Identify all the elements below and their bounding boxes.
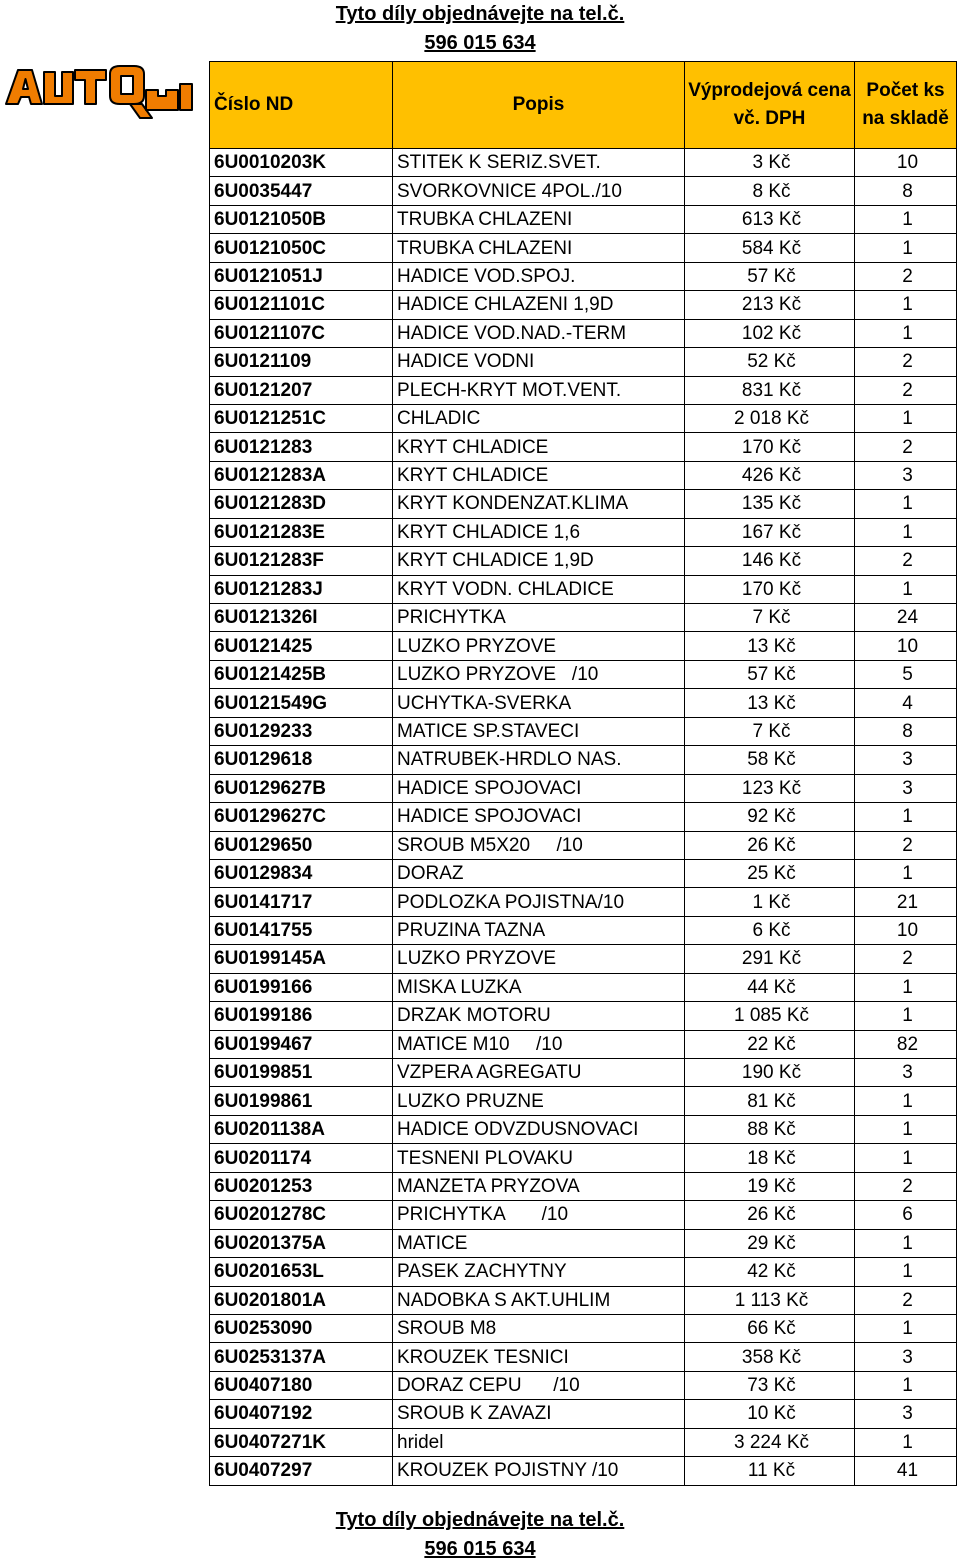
part-number-cell: 6U0201253 — [210, 1172, 393, 1200]
part-number-cell: 6U0199166 — [210, 973, 393, 1001]
table-row — [210, 1115, 957, 1143]
description-cell: HADICE SPOJOVACI — [393, 774, 685, 802]
stock-cell: 1 — [855, 859, 957, 887]
part-number-cell: 6U0121207 — [210, 376, 393, 404]
part-number-cell: 6U0407297 — [210, 1457, 393, 1485]
stock-cell: 2 — [855, 547, 957, 575]
description-cell: MATICE M10 /10 — [393, 1030, 685, 1058]
stock-cell: 1 — [855, 575, 957, 603]
price-cell: 146 Kč — [685, 547, 855, 575]
table-row — [210, 234, 957, 262]
order-note-bottom-line1: Tyto díly objednávejte na tel.č. — [335, 1509, 625, 1531]
description-cell: KRYT CHLADICE — [393, 461, 685, 489]
table-row — [210, 1229, 957, 1257]
price-cell: 13 Kč — [685, 632, 855, 660]
price-cell: 167 Kč — [685, 518, 855, 546]
price-cell: 291 Kč — [685, 945, 855, 973]
part-number-cell: 6U0121107C — [210, 319, 393, 347]
description-cell: SROUB K ZAVAZI — [393, 1400, 685, 1428]
description-cell: NADOBKA S AKT.UHLIM — [393, 1286, 685, 1314]
table-row — [210, 1400, 957, 1428]
stock-cell: 2 — [855, 831, 957, 859]
price-cell: 73 Kč — [685, 1371, 855, 1399]
part-number-cell: 6U0121051J — [210, 262, 393, 290]
description-cell: PRICHYTKA /10 — [393, 1201, 685, 1229]
part-number-cell: 6U0129834 — [210, 859, 393, 887]
part-number-cell: 6U0121283E — [210, 518, 393, 546]
description-cell: SROUB M5X20 /10 — [393, 831, 685, 859]
table-row — [210, 1343, 957, 1371]
table-row — [210, 1314, 957, 1342]
table-row — [210, 1087, 957, 1115]
description-cell: VZPERA AGREGATU — [393, 1059, 685, 1087]
stock-cell: 1 — [855, 973, 957, 1001]
table-row — [210, 945, 957, 973]
table-row — [210, 1371, 957, 1399]
part-number-cell: 6U0253090 — [210, 1314, 393, 1342]
table-row — [210, 547, 957, 575]
description-cell: DRZAK MOTORU — [393, 1002, 685, 1030]
order-note-top-line1: Tyto díly objednávejte na tel.č. — [335, 3, 625, 25]
price-cell: 44 Kč — [685, 973, 855, 1001]
part-number-cell: 6U0121425 — [210, 632, 393, 660]
price-cell: 22 Kč — [685, 1030, 855, 1058]
table-row — [210, 1059, 957, 1087]
description-cell: HADICE SPOJOVACI — [393, 803, 685, 831]
price-cell: 26 Kč — [685, 831, 855, 859]
description-cell: LUZKO PRUZNE — [393, 1087, 685, 1115]
stock-cell: 1 — [855, 1002, 957, 1030]
part-number-cell: 6U0407180 — [210, 1371, 393, 1399]
stock-cell: 1 — [855, 1371, 957, 1399]
part-number-cell: 6U0121549G — [210, 689, 393, 717]
table-row — [210, 916, 957, 944]
column-header-code: Číslo ND — [210, 62, 393, 149]
table-row — [210, 831, 957, 859]
part-number-cell: 6U0121283J — [210, 575, 393, 603]
table-row — [210, 262, 957, 290]
description-cell: LUZKO PRYZOVE — [393, 632, 685, 660]
part-number-cell: 6U0121251C — [210, 404, 393, 432]
part-number-cell: 6U0199851 — [210, 1059, 393, 1087]
stock-cell: 3 — [855, 1343, 957, 1371]
table-row — [210, 490, 957, 518]
stock-cell: 1 — [855, 1314, 957, 1342]
part-number-cell: 6U0141717 — [210, 888, 393, 916]
stock-cell: 1 — [855, 803, 957, 831]
description-cell: KRYT CHLADICE — [393, 433, 685, 461]
price-header-line1: Výprodejová cena — [688, 80, 851, 101]
part-number-cell: 6U0201138A — [210, 1115, 393, 1143]
stock-cell: 1 — [855, 1087, 957, 1115]
part-number-cell: 6U0407271K — [210, 1428, 393, 1456]
price-cell: 8 Kč — [685, 177, 855, 205]
table-row — [210, 1002, 957, 1030]
description-cell: NATRUBEK-HRDLO NAS. — [393, 746, 685, 774]
table-row — [210, 1428, 957, 1456]
stock-cell: 8 — [855, 717, 957, 745]
price-cell: 26 Kč — [685, 1201, 855, 1229]
table-row — [210, 604, 957, 632]
column-header-description: Popis — [393, 62, 685, 149]
price-cell: 213 Kč — [685, 291, 855, 319]
price-cell: 25 Kč — [685, 859, 855, 887]
description-cell: SVORKOVNICE 4POL./10 — [393, 177, 685, 205]
stock-cell: 2 — [855, 1286, 957, 1314]
table-row — [210, 1201, 957, 1229]
description-cell: PODLOZKA POJISTNA/10 — [393, 888, 685, 916]
table-row — [210, 177, 957, 205]
part-number-cell: 6U0121425B — [210, 660, 393, 688]
part-number-cell: 6U0201653L — [210, 1258, 393, 1286]
stock-cell: 3 — [855, 774, 957, 802]
autokukli-logo — [2, 60, 198, 120]
part-number-cell: 6U0129627C — [210, 803, 393, 831]
part-number-cell: 6U0121283 — [210, 433, 393, 461]
price-cell: 613 Kč — [685, 205, 855, 233]
part-number-cell: 6U0010203K — [210, 149, 393, 177]
price-cell: 19 Kč — [685, 1172, 855, 1200]
stock-cell: 1 — [855, 404, 957, 432]
stock-cell: 2 — [855, 1172, 957, 1200]
table-row — [210, 1258, 957, 1286]
description-cell: PASEK ZACHYTNY — [393, 1258, 685, 1286]
table-row — [210, 689, 957, 717]
stock-cell: 1 — [855, 490, 957, 518]
part-number-cell: 6U0201174 — [210, 1144, 393, 1172]
stock-cell: 1 — [855, 205, 957, 233]
part-number-cell: 6U0199186 — [210, 1002, 393, 1030]
part-number-cell: 6U0201278C — [210, 1201, 393, 1229]
part-number-cell: 6U0121101C — [210, 291, 393, 319]
part-number-cell: 6U0121109 — [210, 348, 393, 376]
table-row — [210, 859, 957, 887]
part-number-cell: 6U0121326I — [210, 604, 393, 632]
description-cell: DORAZ — [393, 859, 685, 887]
table-row — [210, 1286, 957, 1314]
price-cell: 57 Kč — [685, 660, 855, 688]
part-number-cell: 6U0129618 — [210, 746, 393, 774]
stock-header-line1: Počet ks — [866, 80, 945, 101]
table-row — [210, 291, 957, 319]
description-cell: HADICE VOD.SPOJ. — [393, 262, 685, 290]
description-cell: MISKA LUZKA — [393, 973, 685, 1001]
part-number-cell: 6U0201375A — [210, 1229, 393, 1257]
table-row — [210, 888, 957, 916]
description-cell: MATICE — [393, 1229, 685, 1257]
description-cell: UCHYTKA-SVERKA — [393, 689, 685, 717]
price-cell: 92 Kč — [685, 803, 855, 831]
description-cell: KRYT KONDENZAT.KLIMA — [393, 490, 685, 518]
price-cell: 52 Kč — [685, 348, 855, 376]
price-cell: 102 Kč — [685, 319, 855, 347]
description-cell: KRYT VODN. CHLADICE — [393, 575, 685, 603]
description-cell: DORAZ CEPU /10 — [393, 1371, 685, 1399]
stock-cell: 1 — [855, 1144, 957, 1172]
stock-cell: 3 — [855, 461, 957, 489]
stock-cell: 2 — [855, 433, 957, 461]
description-cell: MATICE SP.STAVECI — [393, 717, 685, 745]
part-number-cell: 6U0121283A — [210, 461, 393, 489]
stock-cell: 82 — [855, 1030, 957, 1058]
stock-cell: 10 — [855, 916, 957, 944]
price-cell: 135 Kč — [685, 490, 855, 518]
price-cell: 7 Kč — [685, 717, 855, 745]
table-row — [210, 149, 957, 177]
description-cell: MANZETA PRYZOVA — [393, 1172, 685, 1200]
table-row — [210, 632, 957, 660]
stock-cell: 2 — [855, 262, 957, 290]
price-cell: 42 Kč — [685, 1258, 855, 1286]
description-cell: HADICE VODNI — [393, 348, 685, 376]
price-cell: 88 Kč — [685, 1115, 855, 1143]
table-row — [210, 518, 957, 546]
price-cell: 426 Kč — [685, 461, 855, 489]
description-cell: TRUBKA CHLAZENI — [393, 234, 685, 262]
parts-table-body — [210, 149, 957, 1486]
table-row — [210, 973, 957, 1001]
price-cell: 6 Kč — [685, 916, 855, 944]
part-number-cell: 6U0121283D — [210, 490, 393, 518]
table-row — [210, 404, 957, 432]
price-cell: 81 Kč — [685, 1087, 855, 1115]
price-cell: 1 Kč — [685, 888, 855, 916]
stock-cell: 24 — [855, 604, 957, 632]
part-number-cell: 6U0129627B — [210, 774, 393, 802]
table-row — [210, 376, 957, 404]
stock-cell: 10 — [855, 149, 957, 177]
stock-cell: 1 — [855, 1115, 957, 1143]
stock-cell: 1 — [855, 518, 957, 546]
description-cell: LUZKO PRYZOVE — [393, 945, 685, 973]
table-row — [210, 774, 957, 802]
stock-cell: 2 — [855, 376, 957, 404]
price-cell: 190 Kč — [685, 1059, 855, 1087]
part-number-cell: 6U0199145A — [210, 945, 393, 973]
description-cell: KROUZEK TESNICI — [393, 1343, 685, 1371]
description-cell: SROUB M8 — [393, 1314, 685, 1342]
price-cell: 1 113 Kč — [685, 1286, 855, 1314]
table-row — [210, 433, 957, 461]
stock-cell: 8 — [855, 177, 957, 205]
stock-cell: 2 — [855, 348, 957, 376]
stock-cell: 1 — [855, 1229, 957, 1257]
part-number-cell: 6U0121050C — [210, 234, 393, 262]
part-number-cell: 6U0035447 — [210, 177, 393, 205]
table-row — [210, 348, 957, 376]
description-cell: HADICE ODVZDUSNOVACI — [393, 1115, 685, 1143]
price-cell: 58 Kč — [685, 746, 855, 774]
price-cell: 13 Kč — [685, 689, 855, 717]
description-cell: PRICHYTKA — [393, 604, 685, 632]
part-number-cell: 6U0121283F — [210, 547, 393, 575]
table-row — [210, 1172, 957, 1200]
price-header-line2: vč. DPH — [733, 108, 806, 129]
part-number-cell: 6U0201801A — [210, 1286, 393, 1314]
order-note-top-phone: 596 015 634 — [424, 32, 536, 54]
stock-cell: 1 — [855, 1258, 957, 1286]
order-note-bottom-phone: 596 015 634 — [424, 1538, 536, 1560]
price-cell: 29 Kč — [685, 1229, 855, 1257]
price-cell: 170 Kč — [685, 433, 855, 461]
stock-cell: 3 — [855, 1400, 957, 1428]
table-row — [210, 575, 957, 603]
table-row — [210, 1030, 957, 1058]
stock-cell: 10 — [855, 632, 957, 660]
part-number-cell: 6U0199467 — [210, 1030, 393, 1058]
table-row — [210, 205, 957, 233]
price-cell: 2 018 Kč — [685, 404, 855, 432]
price-cell: 18 Kč — [685, 1144, 855, 1172]
description-cell: STITEK K SERIZ.SVET. — [393, 149, 685, 177]
table-row — [210, 717, 957, 745]
table-row — [210, 319, 957, 347]
stock-cell: 5 — [855, 660, 957, 688]
part-number-cell: 6U0199861 — [210, 1087, 393, 1115]
description-cell: KRYT CHLADICE 1,9D — [393, 547, 685, 575]
stock-cell: 3 — [855, 746, 957, 774]
part-number-cell: 6U0121050B — [210, 205, 393, 233]
description-cell: PRUZINA TAZNA — [393, 916, 685, 944]
description-cell: PLECH-KRYT MOT.VENT. — [393, 376, 685, 404]
stock-cell: 1 — [855, 291, 957, 319]
description-cell: hridel — [393, 1428, 685, 1456]
price-cell: 123 Kč — [685, 774, 855, 802]
table-row — [210, 660, 957, 688]
price-cell: 11 Kč — [685, 1457, 855, 1485]
price-cell: 831 Kč — [685, 376, 855, 404]
table-header-row — [210, 62, 957, 149]
table-row — [210, 1144, 957, 1172]
price-cell: 3 224 Kč — [685, 1428, 855, 1456]
price-cell: 358 Kč — [685, 1343, 855, 1371]
table-row — [210, 746, 957, 774]
stock-cell: 2 — [855, 945, 957, 973]
price-cell: 7 Kč — [685, 604, 855, 632]
part-number-cell: 6U0129650 — [210, 831, 393, 859]
stock-cell: 4 — [855, 689, 957, 717]
price-cell: 584 Kč — [685, 234, 855, 262]
price-cell: 66 Kč — [685, 1314, 855, 1342]
description-cell: HADICE VOD.NAD.-TERM — [393, 319, 685, 347]
stock-cell: 6 — [855, 1201, 957, 1229]
stock-cell: 1 — [855, 1428, 957, 1456]
price-cell: 57 Kč — [685, 262, 855, 290]
description-cell: KRYT CHLADICE 1,6 — [393, 518, 685, 546]
parts-table — [209, 61, 957, 1486]
stock-cell: 41 — [855, 1457, 957, 1485]
stock-cell: 21 — [855, 888, 957, 916]
description-cell: KROUZEK POJISTNY /10 — [393, 1457, 685, 1485]
stock-header-line2: na skladě — [862, 108, 949, 129]
description-cell: HADICE CHLAZENI 1,9D — [393, 291, 685, 319]
part-number-cell: 6U0141755 — [210, 916, 393, 944]
part-number-cell: 6U0253137A — [210, 1343, 393, 1371]
part-number-cell: 6U0407192 — [210, 1400, 393, 1428]
column-header-price — [685, 62, 855, 149]
table-row — [210, 803, 957, 831]
description-cell: LUZKO PRYZOVE /10 — [393, 660, 685, 688]
description-cell: TRUBKA CHLAZENI — [393, 205, 685, 233]
column-header-stock — [855, 62, 957, 149]
stock-cell: 3 — [855, 1059, 957, 1087]
description-cell: TESNENI PLOVAKU — [393, 1144, 685, 1172]
table-row — [210, 1457, 957, 1485]
stock-cell: 1 — [855, 234, 957, 262]
price-cell: 1 085 Kč — [685, 1002, 855, 1030]
stock-cell: 1 — [855, 319, 957, 347]
part-number-cell: 6U0129233 — [210, 717, 393, 745]
table-row — [210, 461, 957, 489]
price-cell: 3 Kč — [685, 149, 855, 177]
price-cell: 170 Kč — [685, 575, 855, 603]
description-cell: CHLADIC — [393, 404, 685, 432]
price-cell: 10 Kč — [685, 1400, 855, 1428]
